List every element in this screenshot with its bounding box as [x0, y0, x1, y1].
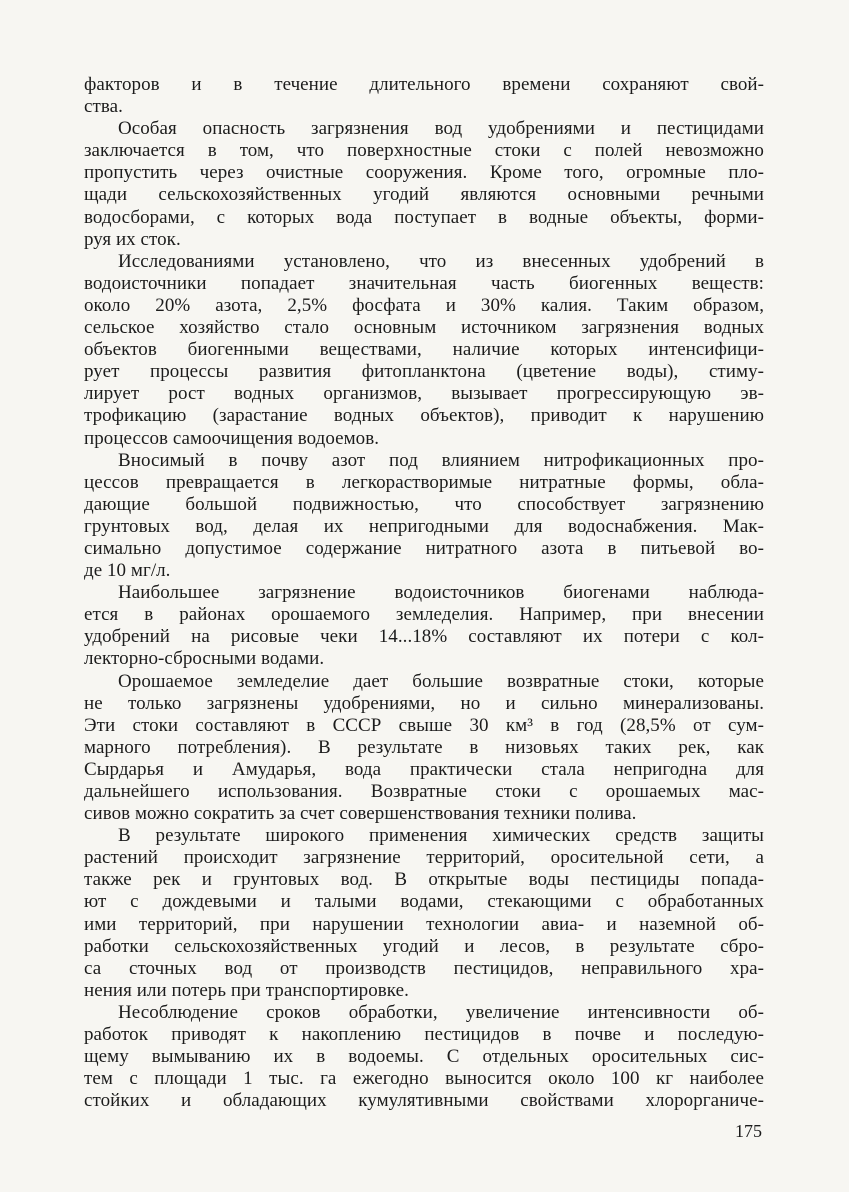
- text-line: де 10 мг/л.: [84, 560, 171, 582]
- text-line: Несоблюдение сроков обработки, увеличение интенсивности об-: [118, 1001, 764, 1023]
- text-line: тем с площади 1 тыс. га ежегодно выносится около 100 кг наиболее: [84, 1068, 764, 1090]
- text-line: цессов превращается в легкорастворимые нитратные формы, обла-: [84, 471, 764, 493]
- text-line: дальнейшего использования. Возвратные стоки с орошаемых мас-: [84, 781, 764, 802]
- text-line: водоисточники попадает значительная часть биогенных веществ:: [84, 272, 764, 294]
- text-line: Исследованиями установлено, что из внесенных удобрений в: [118, 250, 764, 272]
- text-line: ется в районах орошаемого земледелия. Например, при внесении: [84, 604, 764, 626]
- text-line: заключается в том, что поверхностные стоки с полей невозможно: [84, 140, 764, 162]
- text-line: ими территорий, при нарушении технологии авиа- и наземной об-: [84, 913, 764, 935]
- text-line: лирует рост водных организмов, вызывает прогрессирующую эв-: [84, 383, 764, 405]
- text-line: ства.: [84, 96, 123, 118]
- text-line: пропустить через очистные сооружения. Кроме того, огромные пло-: [84, 162, 764, 184]
- text-line: водосборами, с которых вода поступает в водные объекты, форми-: [84, 206, 764, 228]
- text-line: са сточных вод от производств пестицидов, неправильного хра-: [84, 957, 764, 979]
- text-line: работки сельскохозяйственных угодий и лесов, в результате сбро-: [84, 935, 764, 957]
- text-line: Орошаемое земледелие дает большие возвратные стоки, которые: [118, 670, 764, 692]
- text-line: процессов самоочищения водоемов.: [84, 427, 380, 449]
- text-line: грунтовых вод, делая их непригодными для водоснабжения. Мак-: [84, 515, 764, 537]
- text-line: щади сельскохозяйственных угодий являются основными речными: [84, 184, 764, 206]
- text-line: руя их сток.: [84, 228, 181, 250]
- text-line: работок приводят к накоплению пестицидов в почве и последую-: [84, 1024, 764, 1046]
- text-line: сивов можно сократить за счет совершенствования техники полива.: [84, 803, 637, 825]
- text-line: факторов и в течение длительного времени сохраняют свой-: [84, 74, 764, 95]
- text-line: рует процессы развития фитопланктона (цветение воды), стиму-: [84, 361, 764, 383]
- text-line: симально допустимое содержание нитратного азота в питьевой во-: [84, 537, 764, 559]
- text-line: Вносимый в почву азот под влиянием нитрофикационных про-: [118, 449, 764, 471]
- text-line: Сырдарья и Амударья, вода практически стала непригодна для: [84, 758, 764, 780]
- text-line: растений происходит загрязнение территорий, оросительной сети, а: [84, 847, 764, 869]
- text-line: трофикацию (зарастание водных объектов), приводит к нарушению: [84, 405, 764, 427]
- text-line: дающие большой подвижностью, что способствует загрязнению: [84, 493, 764, 515]
- text-line: стойких и обладающих кумулятивными свойствами хлорорганиче-: [84, 1090, 764, 1112]
- text-line: около 20% азота, 2,5% фосфата и 30% калия. Таким образом,: [84, 294, 764, 316]
- text-line: Эти стоки составляют в СССР свыше 30 км³ в год (28,5% от сум-: [84, 714, 764, 736]
- text-line: не только загрязнены удобрениями, но и сильно минерализованы.: [84, 692, 764, 714]
- text-line: ют с дождевыми и талыми водами, стекающими с обработанных: [84, 891, 764, 913]
- text-line: Особая опасность загрязнения вод удобрениями и пестицидами: [118, 118, 764, 140]
- text-line: сельское хозяйство стало основным источником загрязнения водных: [84, 317, 764, 339]
- text-line: Наибольшее загрязнение водоисточников биогенами наблюда-: [118, 582, 764, 604]
- text-line: щему вымыванию их в водоемы. С отдельных оросительных сис-: [84, 1046, 764, 1068]
- text-line: удобрений на рисовые чеки 14...18% составляют их потери с кол-: [84, 626, 764, 648]
- text-line: также рек и грунтовых вод. В открытые воды пестициды попада-: [84, 869, 764, 891]
- text-line: лекторно-сбросными водами.: [84, 648, 325, 670]
- page-number: 175: [735, 1121, 762, 1141]
- text-line: нения или потерь при транспортировке.: [84, 979, 409, 1001]
- text-line: В результате широкого применения химических средств защиты: [118, 825, 764, 847]
- text-line: марного потребления). В результате в низовьях таких рек, как: [84, 736, 764, 758]
- text-line: объектов биогенными веществами, наличие которых интенсифици-: [84, 339, 764, 361]
- body-text: [84, 74, 764, 1112]
